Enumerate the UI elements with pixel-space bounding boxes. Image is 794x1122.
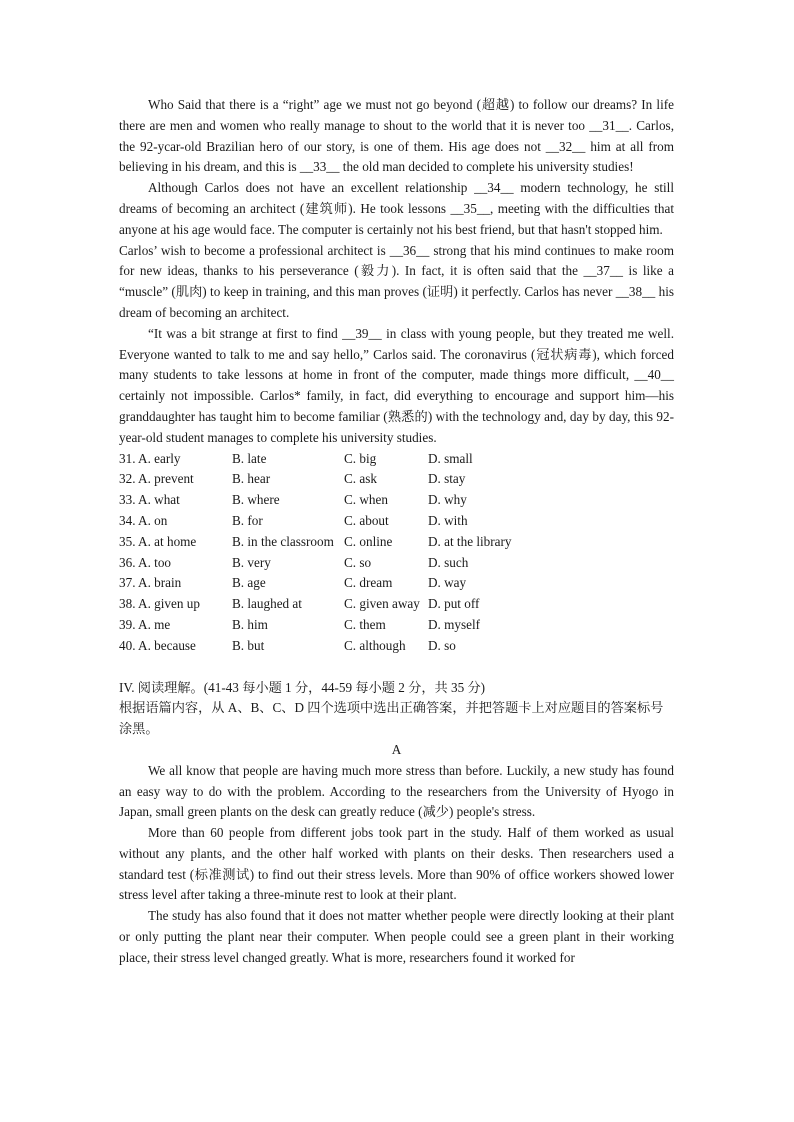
option-d: D. so: [428, 637, 456, 653]
option-b: B. him: [232, 616, 268, 632]
reading-paragraph-2: More than 60 people from different jobs took part in the study. Half of them worked as usual without any plants, and the other half worked with plants on their desks. Then researchers used a standard test (标准测试) to find out their stress levels. More than 90% of office workers showed lower stress level after taking a three-minute rest to look at their plant.: [119, 825, 674, 903]
reading-paragraph-1: We all know that people are having much more stress than before. Luckily, a new study has found an easy way to do with the problem. According to the researchers from the University of Hyogo in Japan, small green plants on the desk can greatly reduce (减少) people's stress.: [119, 762, 674, 820]
option-row-38: [119, 594, 674, 615]
option-a: 33. A. what: [119, 492, 180, 508]
cloze-options: [119, 449, 674, 657]
reading-paragraph-3: The study has also found that it does not matter whether people were directly looking at their plant or only putting the plant near their computer. When people could see a green plant in their working place, their stress level changed greatly. What is more, researchers found it worked for: [119, 908, 674, 965]
option-c: C. dream: [344, 575, 393, 591]
option-c: C. about: [344, 512, 389, 528]
cloze-paragraph-4: “It was a bit strange at first to find __39__ in class with young people, but they treated me well. Everyone wanted to talk to me and say hello,” Carlos said. The coronavirus (冠状病毒), which forced many students to take lessons at home in front of the computer, made things more difficult, __40__ certainly not impossible. Carlos* family, in fact, did everything to encourage and support him—his granddaughter has taught him to become familiar (熟悉的) with the technology and, day by day, this 92-year-old student manages to complete his university studies.: [119, 325, 674, 445]
option-row-36: [119, 553, 674, 574]
option-row-35: [119, 532, 674, 553]
option-a: 31. A. early: [119, 450, 181, 466]
cloze-paragraph-3: Carlos’ wish to become a professional architect is __36__ strong that his mind continues to make room for new ideas, thanks to his perseverance (毅力). In fact, it is often said that the __37__ is like a “muscle” (肌肉) to keep in training, and this man proves (证明) it perfectly. Carlos has never __38__ his dream of becoming an architect.: [119, 242, 674, 320]
option-c: C. ask: [344, 471, 377, 487]
section-spacer: [119, 657, 674, 678]
cloze-paragraph-2: Although Carlos does not have an excellent relationship __34__ modern technology, he still dreams of becoming an architect (建筑师). He took lessons __35__, meeting with the difficulties that anyone at his age would face. The computer is certainly not his best friend, but that hasn't stopped him.: [119, 180, 674, 237]
option-row-40: [119, 636, 674, 657]
section-instructions: 根据语篇内容，从 A、B、C、D 四个选项中选出正确答案，并把答题卡上对应题目的答案标号涂黑。: [119, 700, 664, 737]
page-content: [119, 95, 674, 969]
option-a: 40. A. because: [119, 637, 196, 653]
option-row-32: [119, 469, 674, 490]
option-b: B. age: [232, 575, 266, 591]
option-row-31: [119, 449, 674, 470]
option-b: B. laughed at: [232, 596, 302, 612]
option-c: C. although: [344, 637, 406, 653]
option-c: C. them: [344, 616, 386, 632]
option-d: D. why: [428, 492, 467, 508]
option-row-34: [119, 511, 674, 532]
option-c: C. big: [344, 450, 377, 466]
option-b: B. where: [232, 492, 280, 508]
passage-label: A: [391, 741, 402, 757]
cloze-paragraph-1: Who Said that there is a “right” age we must not go beyond (超越) to follow our dreams? In life there are men and women who really manage to shout to the world that it is never too __31__. Carlos, the 92-ycar-old Brazilian hero of our story, is one of them. His age does not __32__ him at all from believing in his dream, and this is __33__ the old man decided to complete his university studies!: [119, 97, 674, 175]
option-d: D. stay: [428, 471, 466, 487]
option-a: 34. A. on: [119, 512, 168, 528]
option-d: D. such: [428, 554, 469, 570]
cloze-passage: [119, 95, 674, 449]
option-d: D. at the library: [428, 533, 512, 549]
option-d: D. small: [428, 450, 473, 466]
option-d: D. way: [428, 575, 467, 591]
option-a: 39. A. me: [119, 616, 171, 632]
option-b: B. hear: [232, 471, 271, 487]
option-c: C. online: [344, 533, 393, 549]
option-d: D. with: [428, 512, 468, 528]
option-row-37: [119, 573, 674, 594]
option-c: C. so: [344, 554, 372, 570]
reading-passage: [119, 761, 674, 969]
section-title: IV. 阅读理解。(41-43 每小题 1 分，44-59 每小题 2 分，共 35 分): [119, 679, 486, 695]
option-b: B. but: [232, 637, 265, 653]
option-d: D. put off: [428, 596, 480, 612]
option-a: 35. A. at home: [119, 533, 197, 549]
option-a: 36. A. too: [119, 554, 172, 570]
option-b: B. for: [232, 512, 263, 528]
option-c: C. given away: [344, 596, 420, 612]
option-d: D. myself: [428, 616, 481, 632]
option-b: B. late: [232, 450, 267, 466]
option-a: 32. A. prevent: [119, 471, 194, 487]
option-b: B. in the classroom: [232, 533, 334, 549]
option-a: 37. A. brain: [119, 575, 182, 591]
option-a: 38. A. given up: [119, 596, 200, 612]
option-c: C. when: [344, 492, 388, 508]
option-b: B. very: [232, 554, 271, 570]
option-row-33: [119, 490, 674, 511]
option-row-39: [119, 615, 674, 636]
